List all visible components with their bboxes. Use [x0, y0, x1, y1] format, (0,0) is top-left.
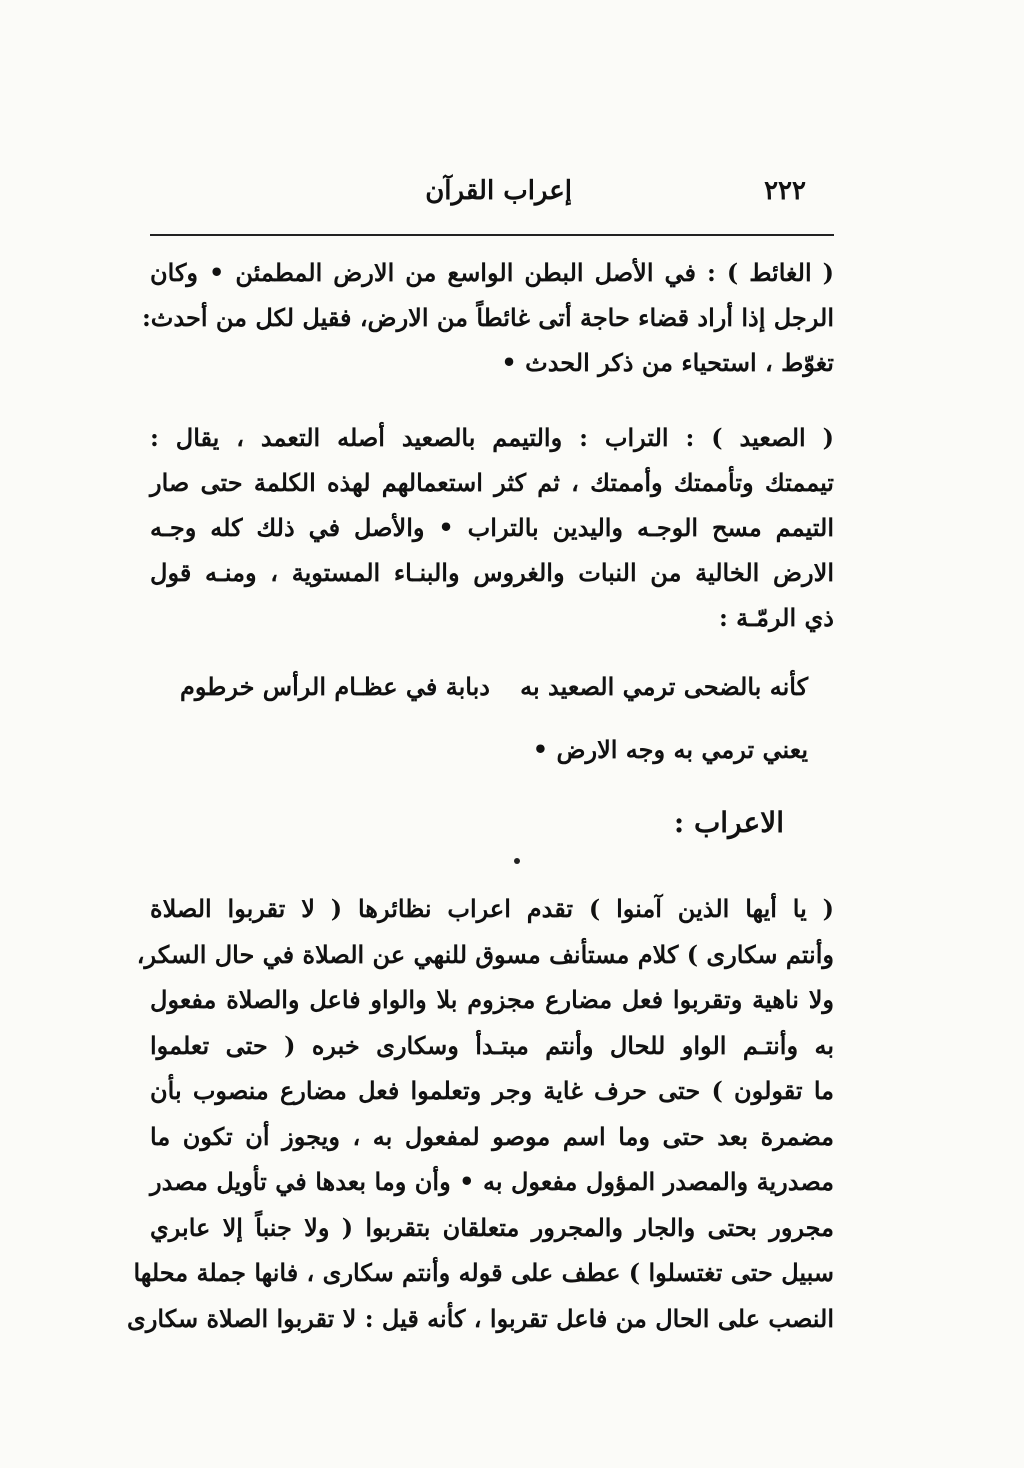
verse-first-hemistich: كأنه بالضحى ترمي الصعيد به: [520, 672, 808, 701]
text-line: الارض الخالية من النبات والغروس والبنـاء المستوية ، ومنـه قول: [150, 558, 834, 587]
grammatical-analysis: [127, 886, 835, 1341]
verse-second-hemistich: دبابة في عظـام الرأس خرطوم: [180, 672, 490, 701]
page-number: ٢٢٢: [764, 176, 806, 206]
verse-explanation: يعني ترمي به وجه الارض •: [532, 735, 808, 764]
text-line: سبيل حتى تغتسلوا ) عطف على قوله وأنتم سكارى ، فانها جملة محلها: [133, 1258, 834, 1287]
text-line: ولا ناهية وتقربوا فعل مضارع مجزوم بلا والواو فاعل والصلاة مفعول: [150, 985, 834, 1014]
text-line: مضمرة بعد حتى وما اسم موصو لمفعول به ، ويجوز أن تكون ما: [150, 1121, 834, 1151]
text-line: التيمم مسح الوجـه واليدين بالتراب • والأصل في ذلك كله وجـه: [150, 513, 834, 542]
text-line: مجرور بحتى والجار والمجرور متعلقان بتقربوا ( ولا جنباً إلا عابري: [150, 1212, 834, 1242]
text-line: تغوّط ، استحياء من ذكر الحدث •: [501, 348, 834, 377]
text-line: ما تقولون ) حتى حرف غاية وجر وتعلموا فعل مضارع منصوب بأن: [150, 1076, 834, 1105]
text-line: ( الغائط ) : في الأصل البطن الواسع من الارض المطمئن • وكان: [150, 258, 834, 287]
text-line: ( يا أيها الذين آمنوا ) تقدم اعراب نظائرها ( لا تقربوا الصلاة: [150, 894, 834, 923]
page-body: [127, 250, 835, 1341]
header-divider: [150, 234, 834, 236]
text-line: تيممتك وتأممتك وأممتك ، ثم كثر استعمالهم لهذه الكلمة حتى صار: [150, 468, 834, 497]
text-line: ( الصعيد ) : التراب : والتيمم بالصعيد أصله التعمد ، يقال :: [150, 423, 834, 452]
text-line: وأنتم سكارى ) كلام مستأنف مسوق للنهي عن الصلاة في حال السكر،: [136, 939, 834, 969]
section-heading: الاعراب :: [673, 806, 784, 839]
running-title: إعراب القرآن: [425, 176, 572, 206]
text-line: مصدرية والمصدر المؤول مفعول به • وأن وما بعدها في تأويل مصدر: [150, 1167, 834, 1196]
text-line: به وأنتـم الواو للحال وأنتم مبتـدأ وسكارى خبره ( حتى تعلموا: [150, 1030, 835, 1060]
text-line: النصب على الحال من فاعل تقربوا ، كأنه قيل : لا تقربوا الصلاة سكارى: [127, 1303, 834, 1333]
text-line: ذي الرمّـة :: [718, 603, 834, 632]
text-line: الرجل إذا أراد قضاء حاجة أتى غائطاً من الارض، فقيل لكل من أحدث:: [141, 303, 834, 332]
poetry-verse: [150, 664, 834, 709]
paragraph-ghaait: [141, 250, 834, 385]
ornament-dot: [514, 858, 520, 864]
page-header: [150, 176, 834, 216]
paragraph-saeed: [150, 415, 834, 640]
